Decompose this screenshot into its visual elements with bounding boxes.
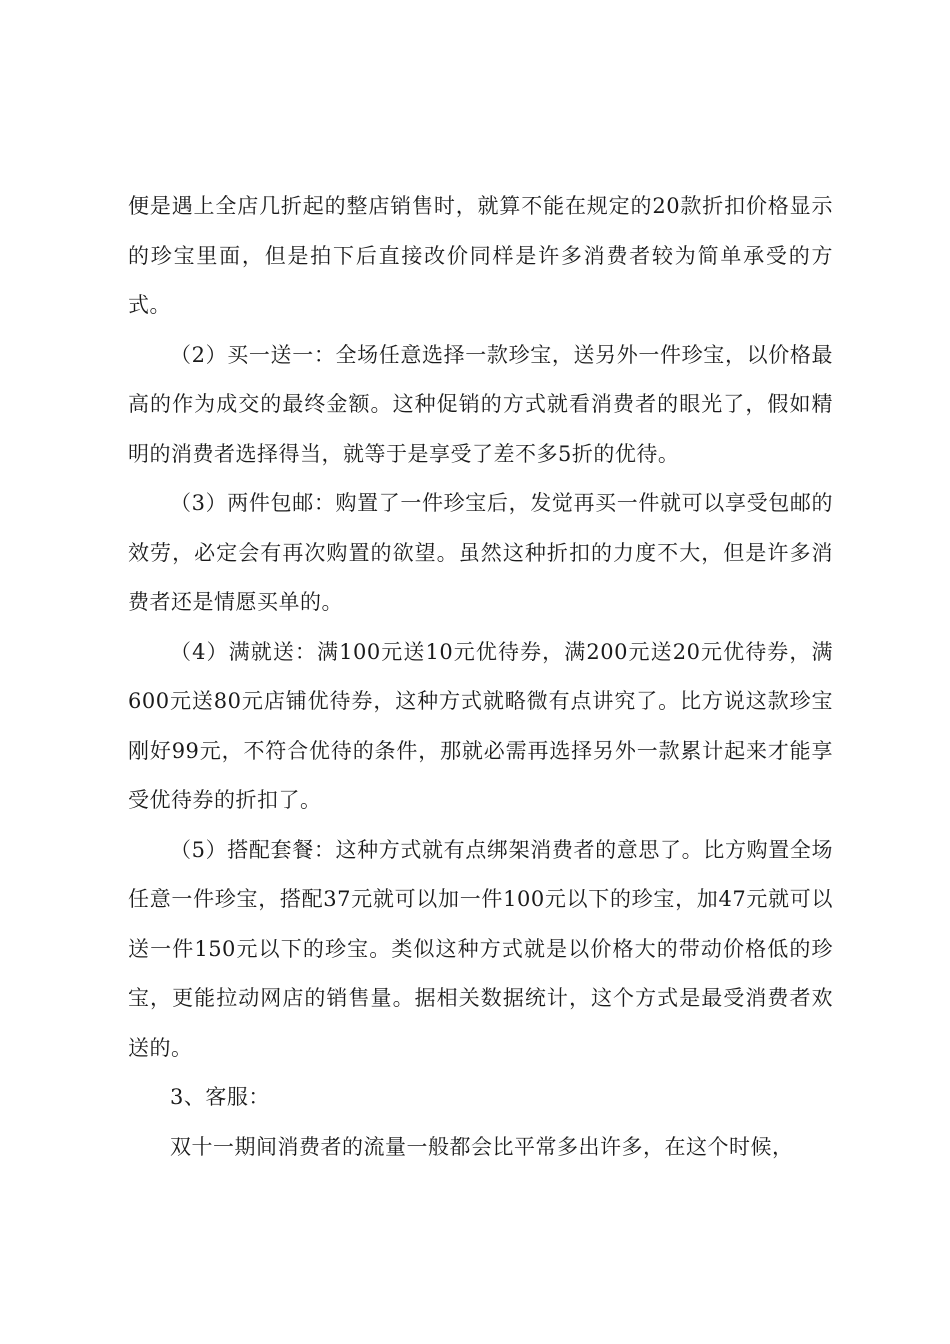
section-heading-customer-service: 3、客服： xyxy=(170,1085,270,1109)
paragraph-spend-and-get: （4）满就送：满100元送10元优待券，满200元送20元优待券，满600元送80元店铺优待券，这种方式就略微有点讲究了。比方说这款珍宝刚好99元，不符合优待的条件，那就必需再选择另外一款累计起来才能享受优待券的折扣了。 xyxy=(128,639,833,812)
paragraph-bundle-package: （5）搭配套餐：这种方式就有点绑架消费者的意思了。比方购置全场任意一件珍宝，搭配37元就可以加一件100元以下的珍宝，加47元就可以送一件150元以下的珍宝。类似这种方式就是以价格大的带动价格低的珍宝，更能拉动网店的销售量。据相关数据统计，这个方式是最受消费者欢送的。 xyxy=(128,837,833,1060)
paragraph-customer-service: 双十一期间消费者的流量一般都会比平常多出许多，在这个时候， xyxy=(170,1134,794,1159)
paragraph-buy-one-get-one: （2）买一送一：全场任意选择一款珍宝，送另外一件珍宝，以价格最高的作为成交的最终金额。这种促销的方式就看消费者的眼光了，假如精明的消费者选择得当，就等于是享受了差不多5折的优待。 xyxy=(128,342,833,466)
paragraph-two-items-free-shipping: （3）两件包邮：购置了一件珍宝后，发觉再买一件就可以享受包邮的效劳，必定会有再次购置的欲望。虽然这种折扣的力度不大，但是许多消费者还是情愿买单的。 xyxy=(128,491,833,614)
document-body xyxy=(128,182,833,1172)
paragraph-intro-continued: 便是遇上全店几折起的整店销售时，就算不能在规定的20款折扣价格显示的珍宝里面，但是拍下后直接改价同样是许多消费者较为简单承受的方式。 xyxy=(128,194,833,317)
